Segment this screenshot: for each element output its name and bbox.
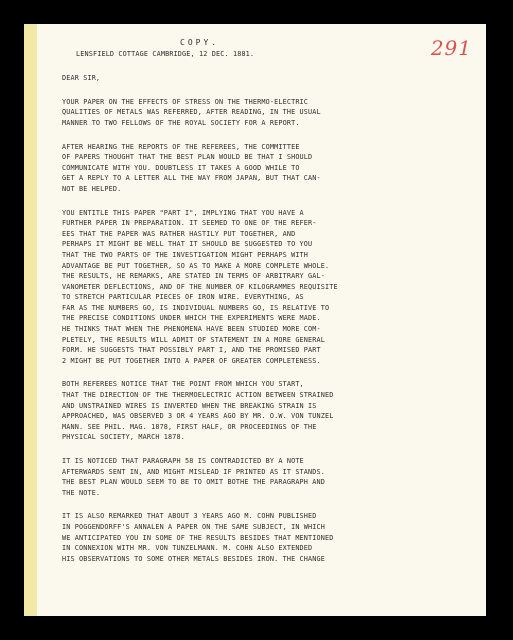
letter-address: LENSFIELD COTTAGE CAMBRIDGE, 12 DEC. 1881. — [76, 49, 255, 58]
text-line: FAR AS THE NUMBERS GO, IS INDIVIDUAL NUMBERS GO, IS RELATIVE TO — [62, 303, 330, 312]
text-line: COMMUNICATE WITH YOU. DOUBTLESS IT TAKES A GOOD WHILE TO — [62, 163, 300, 172]
text-line: THE PRECISE CONDITIONS UNDER WHICH THE EXPERIMENTS WERE MADE. — [62, 314, 321, 323]
text-line: 2 MIGHT BE PUT TOGETHER INTO A PAPER OF GREATER COMPLETENESS. — [62, 356, 321, 365]
text-line: PLETELY, THE RESULTS WILL ADMIT OF STATEMENT IN A MORE GENERAL — [62, 335, 326, 344]
text-line: WE ANTICIPATED YOU IN SOME OF THE RESULTS BESIDES THAT MENTIONED — [62, 533, 334, 542]
text-line: APPROACHED, WAS OBSERVED 3 OR 4 YEARS AGO BY MR. O.W. VON TUNZEL — [62, 412, 334, 421]
text-line: MANN. SEE PHIL. MAG. 1878, FIRST HALF, OR PROCEEDINGS OF THE — [62, 422, 317, 431]
letter-paragraph — [62, 379, 474, 443]
text-line: IT IS NOTICED THAT PARAGRAPH 58 IS CONTRADICTED BY A NOTE — [62, 457, 304, 465]
letter-salutation: DEAR SIR, — [62, 74, 101, 83]
text-line: AFTER HEARING THE REPORTS OF THE REFEREES, THE COMMITTEE — [62, 142, 300, 151]
text-line: THE BEST PLAN WOULD SEEM TO BE TO OMIT BOTHE THE PARAGRAPH AND — [62, 478, 326, 487]
text-line: THAT THE TWO PARTS OF THE INVESTIGATION MIGHT PERHAPS WITH — [62, 250, 309, 259]
letter-body — [62, 38, 474, 564]
text-line: GET A REPLY TO A LETTER ALL THE WAY FROM JAPAN, BUT THAT CAN- — [62, 174, 321, 183]
letter-paragraph — [62, 511, 474, 564]
text-line: VANOMETER DEFLECTIONS, AND OF THE NUMBER OF KILOGRAMMES REQUISITE — [62, 282, 338, 291]
page-number-annotation: 291 — [430, 36, 472, 60]
text-line: QUALITIES OF METALS WAS REFERRED, AFTER READING, IN THE USUAL — [62, 108, 321, 117]
text-line: THE RESULTS, HE REMARKS, ARE STATED IN TERMS OF ARBITRARY GAL- — [62, 272, 326, 281]
text-line: AND UNSTRAINED WIRES IS INVERTED WHEN THE BREAKING STRAIN IS — [62, 401, 317, 410]
text-line: IN POGGENDORFF'S ANNALEN A PAPER ON THE SAME SUBJECT, IN WHICH — [62, 522, 326, 531]
text-line: NOT BE HELPED. — [62, 184, 122, 193]
text-line: HIS OBSERVATIONS TO SOME OTHER METALS BESIDES IRON. THE CHANGE — [62, 554, 326, 563]
text-line: IN CONNEXION WITH MR. VON TUNZELMANN. M. COHN ALSO EXTENDED — [62, 544, 313, 553]
text-line: THE NOTE. — [62, 488, 101, 497]
letter-paragraph — [62, 142, 474, 195]
letter-paragraph — [62, 97, 474, 129]
text-line: FORM. HE SUGGESTS THAT POSSIBLY PART I, AND THE PROMISED PART — [62, 346, 321, 355]
letter-page — [24, 24, 486, 616]
page-edge-strip — [24, 24, 37, 616]
text-line: ADVANTAGE BE PUT TOGETHER, SO AS TO MAKE A MORE COMPLETE WHOLE. — [62, 261, 330, 270]
letter-paragraph — [62, 456, 474, 498]
text-line: TO STRETCH PARTICULAR PIECES OF IRON WIRE. EVERYTHING, AS — [62, 293, 304, 302]
text-line: PHYSICAL SOCIETY, MARCH 1878. — [62, 433, 186, 442]
text-line: OF PAPERS THOUGHT THAT THE BEST PLAN WOULD BE THAT I SHOULD — [62, 153, 313, 162]
text-line: PERHAPS IT MIGHT BE WELL THAT IT SHOULD BE SUGGESTED TO YOU — [62, 240, 313, 249]
text-line: YOUR PAPER ON THE EFFECTS OF STRESS ON THE THERMO-ELECTRIC — [62, 97, 309, 106]
copy-heading: COPY. — [180, 38, 220, 47]
text-line: IT IS ALSO REMARKED THAT ABOUT 3 YEARS AGO M. COHN PUBLISHED — [62, 512, 317, 521]
letter-paragraph — [62, 208, 474, 367]
text-line: AFTERWARDS SENT IN, AND MIGHT MISLEAD IF PRINTED AS IT STANDS. — [62, 467, 326, 476]
text-line: THAT THE DIRECTION OF THE THERMOELECTRIC ACTION BETWEEN STRAINED — [62, 391, 334, 400]
text-line: MANNER TO TWO FELLOWS OF THE ROYAL SOCIETY FOR A REPORT. — [62, 118, 300, 127]
text-line: BOTH REFEREES NOTICE THAT THE POINT FROM WHICH YOU START, — [62, 380, 304, 389]
text-line: FURTHER PAPER IN PREPARATION. IT SEEMED TO ONE OF THE REFER- — [62, 219, 317, 228]
letter-paragraphs — [62, 97, 474, 565]
text-line: HE THINKS THAT WHEN THE PHENOMENA HAVE BEEN STUDIED MORE COM- — [62, 325, 321, 334]
text-line: EES THAT THE PAPER WAS RATHER HASTILY PUT TOGETHER, AND — [62, 229, 296, 238]
text-line: YOU ENTITLE THIS PAPER "PART I", IMPLYING THAT YOU HAVE A — [62, 208, 304, 217]
